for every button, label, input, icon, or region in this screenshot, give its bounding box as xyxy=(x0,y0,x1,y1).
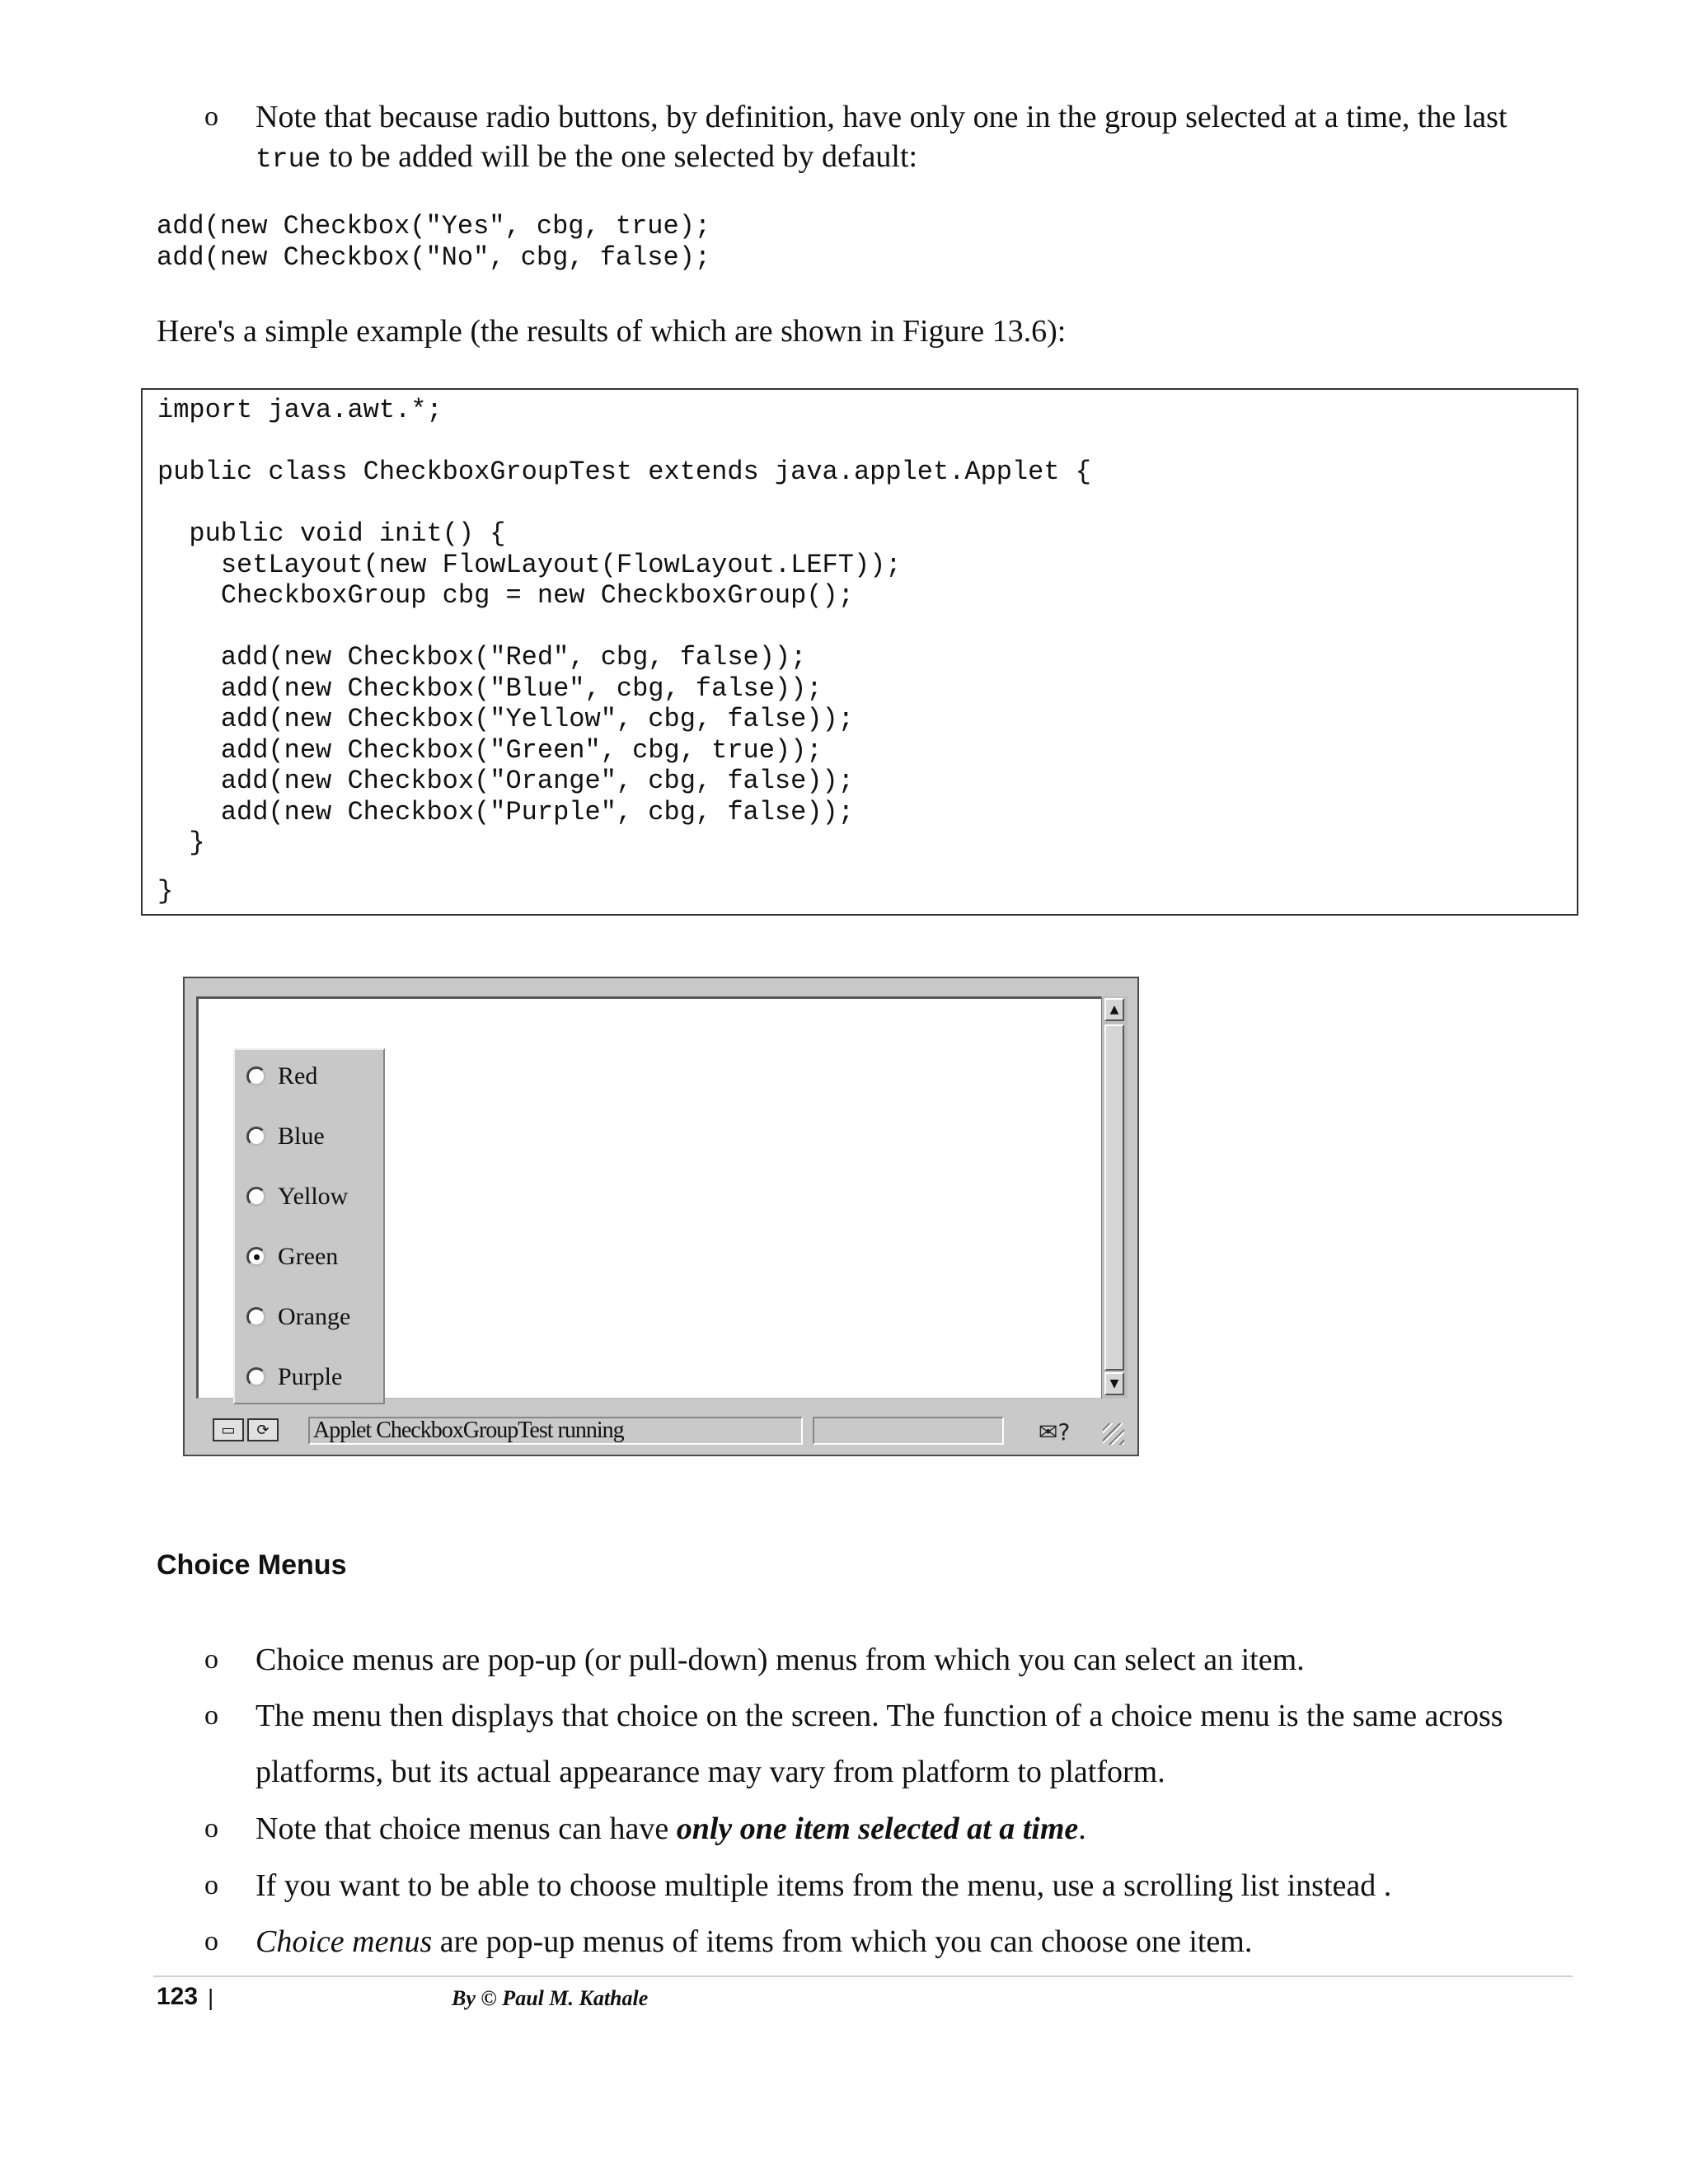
bullet-emphasis: only one item selected at a time xyxy=(676,1811,1079,1846)
bullet-text xyxy=(256,1922,1573,1961)
radio-yellow[interactable] xyxy=(246,1180,378,1213)
code-line: add(new Checkbox("Orange", cbg, false)); xyxy=(157,766,854,796)
radio-label: Green xyxy=(278,1243,339,1270)
applet-client-area xyxy=(196,996,1103,1399)
bullet-mark: o xyxy=(204,1813,218,1844)
code-line: add(new Checkbox("Yellow", cbg, false)); xyxy=(157,704,854,734)
inline-code-true: true xyxy=(256,144,321,175)
bullet-radio-default xyxy=(204,97,1573,180)
bullet-mark: o xyxy=(204,1700,218,1731)
code-line: import java.awt.*; xyxy=(157,395,443,425)
code-line: add(new Checkbox("Red", cbg, false)); xyxy=(157,642,807,673)
snippet-line: add(new Checkbox("Yes", cbg, true); xyxy=(157,211,711,241)
radio-blue[interactable] xyxy=(246,1120,378,1153)
refresh-icon[interactable]: ⟳ xyxy=(247,1418,279,1441)
bullet-mark: o xyxy=(204,1644,218,1675)
radio-circle-icon xyxy=(246,1066,266,1086)
code-line: public class CheckboxGroupTest extends java.applet.Applet { xyxy=(157,457,1091,487)
radio-label: Blue xyxy=(278,1122,325,1150)
bullet-text: Choice menus are pop-up (or pull-down) menus from which you can select an item. xyxy=(256,1643,1305,1677)
radio-selected-icon xyxy=(246,1247,266,1267)
intro-paragraph: Here's a simple example (the results of which are shown in Figure 13.6): xyxy=(157,314,1067,349)
vertical-scrollbar[interactable] xyxy=(1101,996,1128,1399)
radio-group-panel xyxy=(233,1048,385,1404)
radio-label: Purple xyxy=(278,1363,343,1390)
footer-separator: | xyxy=(208,1985,214,2010)
radio-purple[interactable] xyxy=(246,1361,378,1394)
section-heading: Choice Menus xyxy=(157,1549,347,1581)
radio-red[interactable] xyxy=(246,1060,378,1093)
bullet-prefix: Note that choice menus can have xyxy=(256,1811,677,1846)
bullet-item xyxy=(204,1696,1573,1795)
mail-help-icon[interactable]: ✉? xyxy=(1039,1418,1071,1446)
page-number: 123 xyxy=(157,1983,199,2010)
code-line: add(new Checkbox("Blue", cbg, false)); xyxy=(157,673,823,704)
applet-window xyxy=(183,977,1139,1456)
snippet-line: add(new Checkbox("No", cbg, false); xyxy=(157,242,711,273)
code-line: add(new Checkbox("Purple", cbg, false)); xyxy=(157,797,854,827)
code-line: CheckboxGroup cbg = new CheckboxGroup(); xyxy=(157,580,854,611)
radio-circle-icon xyxy=(246,1367,266,1387)
bullet-text xyxy=(256,97,1573,180)
radio-orange[interactable] xyxy=(246,1301,378,1333)
bullet-line: platforms, but its actual appearance may vary from platform to platform. xyxy=(256,1755,1165,1789)
bullet-text-before: Note that because radio buttons, by definition, have only one in the group selected at a time, the last xyxy=(256,100,1507,134)
radio-label: Orange xyxy=(278,1303,351,1330)
code-line: public void init() { xyxy=(157,518,506,549)
code-line: } xyxy=(157,876,174,907)
bullet-text: If you want to be able to choose multiple items from the menu, use a scrolling list instead . xyxy=(256,1868,1392,1903)
bullet-italic: Choice menus xyxy=(256,1924,433,1959)
applet-icon[interactable]: ▭ xyxy=(213,1418,244,1441)
status-icons xyxy=(213,1418,282,1443)
status-bar xyxy=(196,1415,1128,1448)
code-line: setLayout(new FlowLayout(FlowLayout.LEFT)); xyxy=(157,550,902,580)
bullet-mark: o xyxy=(204,1870,218,1900)
bullet-line: The menu then displays that choice on the screen. The function of a choice menu is the same across xyxy=(256,1699,1503,1733)
bullet-suffix: . xyxy=(1078,1811,1086,1846)
bullet-text xyxy=(256,1809,1573,1849)
radio-label: Yellow xyxy=(278,1183,349,1210)
footer-rule xyxy=(153,1975,1573,1977)
status-field xyxy=(813,1417,1004,1445)
scroll-thumb[interactable] xyxy=(1104,1024,1124,1371)
status-text: Applet CheckboxGroupTest running xyxy=(308,1417,803,1445)
bullet-mark: o xyxy=(204,101,218,132)
code-line: add(new Checkbox("Green", cbg, true)); xyxy=(157,735,823,766)
radio-circle-icon xyxy=(246,1127,266,1146)
bullet-mark: o xyxy=(204,1926,218,1957)
radio-circle-icon xyxy=(246,1307,266,1327)
code-line: } xyxy=(157,827,205,858)
radio-green[interactable] xyxy=(246,1240,378,1273)
radio-label: Red xyxy=(278,1062,318,1090)
resize-grip-icon[interactable] xyxy=(1103,1423,1124,1445)
scroll-up-icon[interactable]: ▲ xyxy=(1104,998,1124,1021)
bullet-text-after: to be added will be the one selected by default: xyxy=(321,139,918,174)
code-listing xyxy=(141,388,1578,916)
radio-circle-icon xyxy=(246,1187,266,1207)
scroll-down-icon[interactable]: ▼ xyxy=(1104,1372,1124,1395)
bullet-rest: are pop-up menus of items from which you can choose one item. xyxy=(432,1924,1253,1959)
bullet-text xyxy=(256,1688,1573,1800)
footer-author: By © Paul M. Kathale xyxy=(452,1986,649,2010)
